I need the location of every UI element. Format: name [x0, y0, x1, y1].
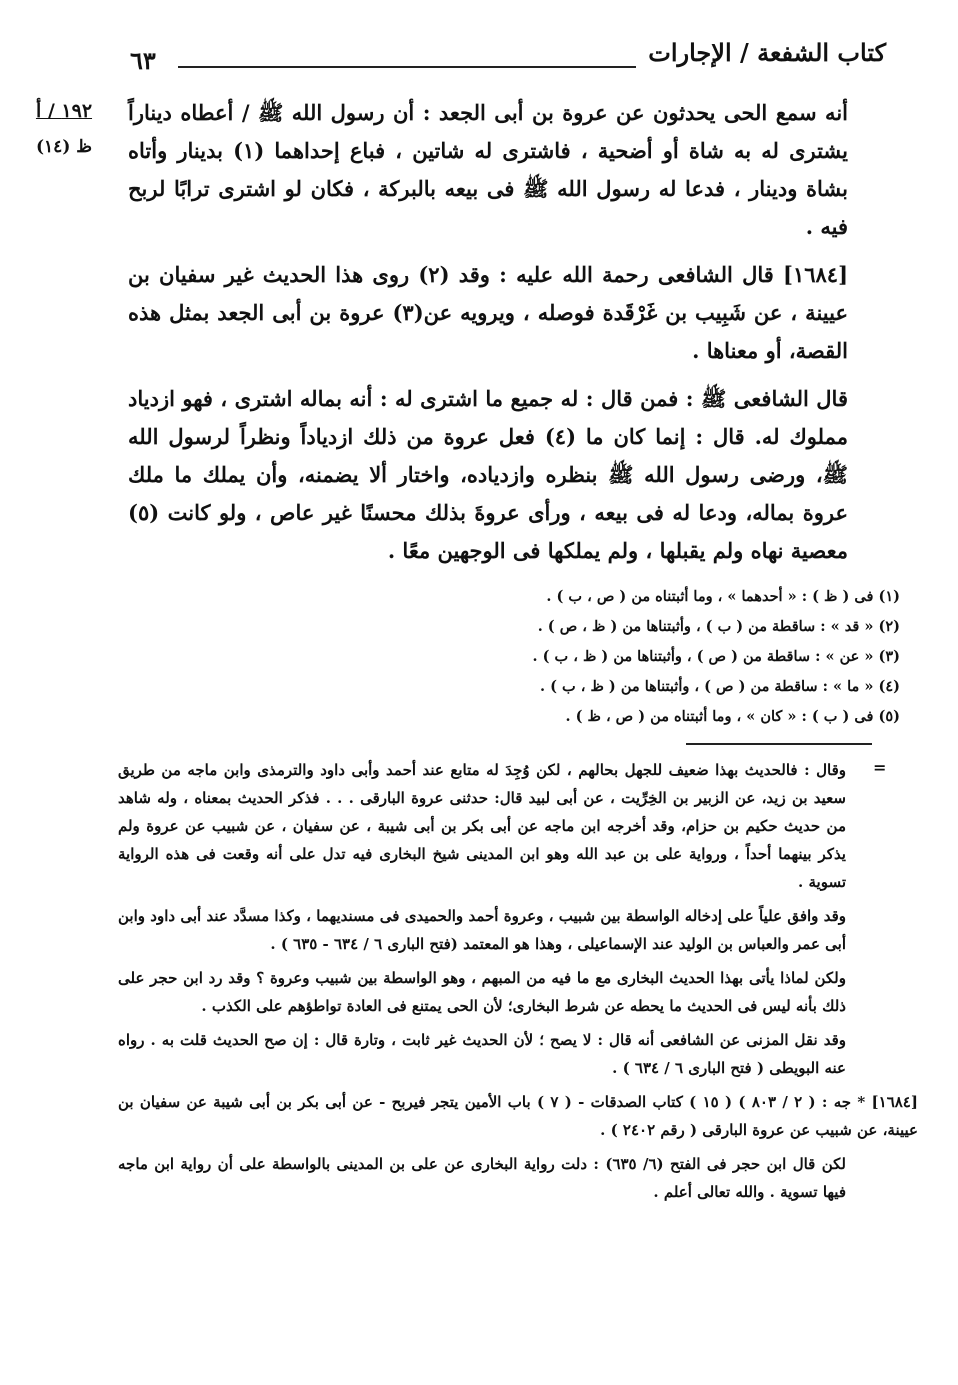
commentary-paragraph: وقد وافق علياً على إدخاله الواسطة بين شبيب ، وعروة أحمد والحميدى فى مسنديهما ، وكذا مسدَّد عند أبى داود وابن أبى عمر والعباس بن الوليد عند الإسماعيلى ، وهذا هو المعتمد (فتح البارى ٦ / ٦٣٤ - ٦٣٥ ) .	[118, 907, 846, 953]
continuation-mark: =	[873, 758, 887, 777]
footnote-divider	[686, 743, 872, 745]
main-paragraph: قال الشافعى ﷺ : فمن قال : له جميع ما اشترى له : أنه بماله اشترى ، فهو ازدياد مملوك له. قال : إنما كان ما (٤) فعل عروة من ذلك ازدياداً ونظراً لرسول الله ﷺ، ورضى رسول الله ﷺ بنظره وازدياده، واختار ألا يضمنه، وأن يملك ما ملك عروة بماله، ودعا له فى بيعه ، ورأى عروةَ بذلك محسنًا غير عاص ، ولو كانت (٥) معصية نهاه ولم يقبلها ، ولم يملكها فى الوجهين معًا .	[128, 386, 848, 563]
commentary-paragraph: ولكن لماذا يأتى بهذا الحديث البخارى مع ما فيه من المبهم ، وهو الواسطة بين شبيب وعروة ؟ وقد رد ابن حجر على ذلك بأنه ليس فى الحديث ما يحطه عن شرط البخارى؛ لأن الحى يمتنع فى العادة تواطؤهم على الكذب .	[118, 969, 846, 1015]
manuscript-folio-ref-secondary: ظ (١٤)	[36, 137, 92, 157]
main-paragraph: [١٦٨٤] قال الشافعى رحمة الله عليه : وقد (٢) روى هذا الحديث غير سفيان بن عيينة ، عن شَبِيب بن غَرْقَدة فوصله ، ويرويه عن(٣) عروة بن أبى الجعد بمثل هذه القصة، أو معناها .	[128, 262, 849, 363]
manuscript-folio-ref: ١٩٢ / أ	[35, 100, 93, 122]
main-paragraph: أنه سمع الحى يحدثون عن عروة بن أبى الجعد : أن رسول الله ﷺ / أعطاه ديناراً يشترى له به شاة أو أضحية ، فاشترى له شاتين ، فباع إحداهما (١) بدينار وأتاه بشاة ودينار ، فدعا له رسول الله ﷺ فى بيعه بالبركة ، فكان لو اشترى ترابًا لربح فيه .	[128, 100, 849, 239]
running-header-title: كتاب الشفعة / الإجارات	[648, 38, 886, 67]
header-rule	[178, 66, 636, 68]
commentary-paragraph: وقال : فالحديث بهذا ضعيف للجهل بحالهم ، لكن وُجِدَ له متابع عند أحمد وأبى داود والترمذى وابن ماجه من طريق سعيد بن زيد، عن الزبير بن الخِرِّيت ، عن أبى لبيد قال: حدثنى عروة البارقى . . . فذكر الحديث بمعناه ، وله شاهد من حديث حكيم بن حزام، وقد أخرجه ابن ماجه عن أبى بكر بن أبى شيبة ، عن سفيان ، عن شبيب عن عروة ولم يذكر بينهما أحداً ، ورواية على بن عبد الله وهو ابن المدينى شيخ البخارى فيه تدل على أنه وقعت فى هذه الرواية تسوية .	[118, 761, 846, 891]
footnote: (٥) فى ( ب ) : « كان » ، وما أثبتناه من ( ص ، ظ ) .	[565, 708, 900, 725]
commentary	[118, 756, 918, 1206]
footnote: (١) فى ( ظ ) : « أحدهما » ، وما أثبتناه من ( ص ، ب ) .	[546, 588, 900, 605]
footnotes	[480, 582, 900, 732]
page-number: ٦٣	[130, 46, 156, 75]
commentary-paragraph: [١٦٨٤] * جه : ( ٢ / ٨٠٣ ) ( ١٥ ) كتاب الصدقات - ( ٧ ) باب الأمين يتجر فيربح - عن أبى بكر بن أبى شيبة عن سفيان بن عيينة، عن شبيب عن عروة البارقى ( رقم ٢٤٠٢ ) .	[118, 1093, 918, 1139]
footnote: (٤) « ما » : ساقطة من ( ص ) ، وأثبتناها من ( ظ ، ب ) .	[540, 678, 900, 695]
footnote: (٢) « قد » : ساقطة من ( ب ) ، وأثبتناها من ( ظ ، ص ) .	[537, 618, 900, 635]
commentary-paragraph: لكن قال ابن حجر فى الفتح (٦/ ٦٣٥) : دلت رواية البخارى عن على بن المدينى بالواسطة على أن رواية ابن ماجه فيها تسوية . والله تعالى أعلم .	[118, 1155, 847, 1201]
commentary-paragraph: وقد نقل المزنى عن الشافعى أنه قال : لا يصح ؛ لأن الحديث غير ثابت ، وتارة قال : إن صح الحديث قلت به . رواه عنه البويطى ( فتح البارى ٦ / ٦٣٤ ) .	[118, 1031, 846, 1077]
footnote: (٣) « عن » : ساقطة من ( ص ) ، وأثبتناها من ( ظ ، ب ) .	[532, 648, 900, 665]
main-text	[128, 94, 848, 570]
